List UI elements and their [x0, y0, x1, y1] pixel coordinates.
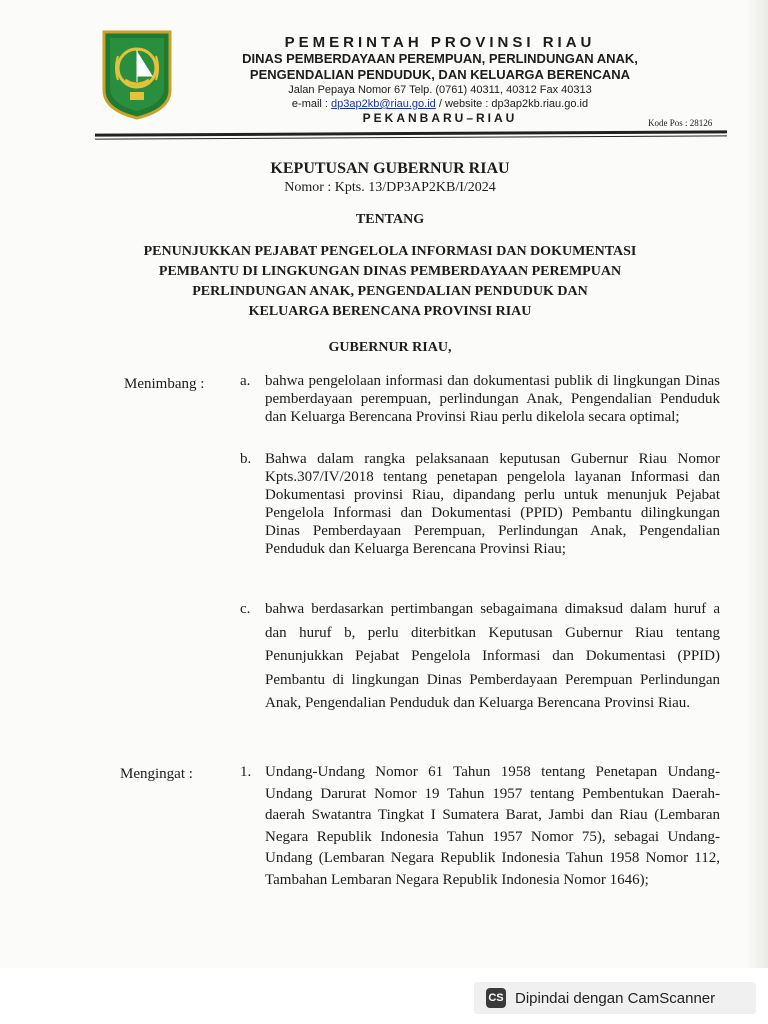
postal-code: Kode Pos : 28126 — [648, 118, 713, 128]
item-text: Bahwa dalam rangka pelaksanaan keputusan Gubernur Riau Nomor Kpts.307/IV/2018 tentang penetapan pengelola layanan Informasi dan Dokumentasi provinsi Riau, dipandang perlu untuk menunjuk Pejabat Pengelola Informasi dan Dokumentasi (PPID) Pembantu dilingkungan Dinas Pemberdayaan Perempuan, Perlindungan Anak, Pengendalian Penduduk dan Keluarga Berencana Provinsi Riau; — [265, 451, 720, 557]
item-marker: c. — [240, 601, 251, 617]
riau-province-emblem — [100, 28, 174, 120]
item-marker: b. — [240, 451, 252, 467]
email-label: e-mail : — [291, 98, 328, 110]
letterhead-agency-line2: PENGENDALIAN PENDUDUK, DAN KELUARGA BERENCANA — [249, 67, 631, 82]
item-text: Undang-Undang Nomor 61 Tahun 1958 tentang Penetapan Undang-Undang Darurat Nomor 19 Tahun 1957 tentang Pembentukan Daerah-daerah Swatantra Tingkat I Sumatera Barat, Jambi dan Riau (Lembaran Negara Republik Indonesia Tahun 1957 Nomor 75), sebagai Undang-Undang (Lembaran Negara Republik Indonesia Tahun 1958 Nomor 112, Tambahan Lembaran Negara Republik Indonesia Nomor 1646); — [265, 764, 720, 888]
mengingat-label: Mengingat : — [120, 766, 193, 782]
subject-line: PERLINDUNGAN ANAK, PENGENDALIAN PENDUDUK DAN — [192, 284, 588, 299]
menimbang-item-b — [240, 450, 720, 558]
letterhead — [180, 34, 700, 126]
camscanner-icon: CS — [486, 988, 506, 1008]
email-link[interactable]: dp3ap2kb@riau.go.id — [331, 98, 436, 110]
mengingat-item-1 — [240, 762, 720, 891]
letterhead-agency-line1: DINAS PEMBERDAYAAN PEREMPUAN, PERLINDUNGAN ANAK, — [242, 51, 638, 66]
decree-issuer: GUBERNUR RIAU, — [328, 340, 452, 355]
decree-title: KEPUTUSAN GUBERNUR RIAU — [270, 160, 510, 177]
item-text: bahwa berdasarkan pertimbangan sebagaimana dimaksud dalam huruf a dan huruf b, perlu diterbitkan Keputusan Gubernur Riau tentang Penunjukkan Pejabat Pengelola Informasi dan Dokumentasi (PPID) Pembantu di lingkungan Dinas Pemberdayaan Perempuan Perlindungan Anak, Pengendalian Penduduk dan Keluarga Berencana Provinsi Riau. — [265, 601, 720, 711]
menimbang-item-a — [240, 372, 720, 426]
letterhead-contact — [180, 97, 700, 111]
item-text: bahwa pengelolaan informasi dan dokumentasi publik di lingkungan Dinas pemberdayaan perempuan, perlindungan Anak, Pengendalian Penduduk dan Keluarga Berencana Provinsi Riau perlu dikelola secara optimal; — [265, 373, 720, 425]
menimbang-item-c — [240, 598, 720, 716]
letterhead-city: PEKANBARU–RIAU — [362, 111, 518, 125]
item-marker: 1. — [240, 764, 252, 780]
camscanner-label: Dipindai dengan CamScanner — [515, 989, 716, 1007]
decree-subject — [80, 242, 700, 322]
letterhead-government: PEMERINTAH PROVINSI RIAU — [284, 34, 596, 51]
page-edge-shadow — [746, 0, 768, 970]
subject-line: KELUARGA BERENCANA PROVINSI RIAU — [248, 304, 532, 319]
subject-line: PEMBANTU DI LINGKUNGAN DINAS PEMBERDAYAAN PEREMPUAN — [158, 264, 622, 279]
website-text: / website : dp3ap2kb.riau.go.id — [438, 98, 589, 110]
decree-number: Nomor : Kpts. 13/DP3AP2KB/I/2024 — [284, 180, 496, 195]
decree-about: TENTANG — [355, 212, 425, 227]
subject-line: PENUNJUKKAN PEJABAT PENGELOLA INFORMASI DAN DOKUMENTASI — [143, 244, 637, 259]
item-marker: a. — [240, 373, 251, 389]
menimbang-label: Menimbang : — [124, 376, 205, 392]
letterhead-address: Jalan Pepaya Nomor 67 Telp. (0761) 40311, 40312 Fax 40313 — [288, 84, 592, 96]
camscanner-watermark — [474, 982, 756, 1014]
